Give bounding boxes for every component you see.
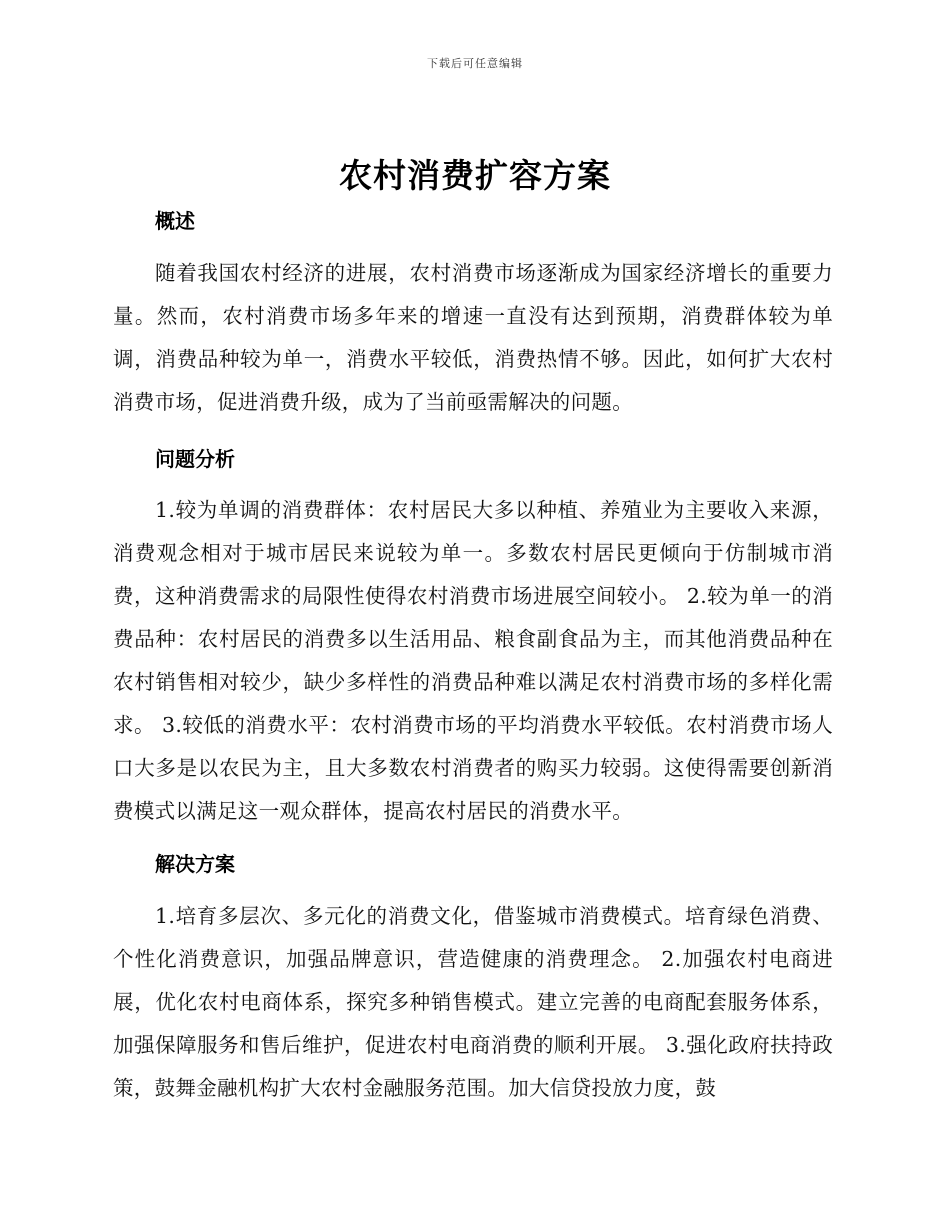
section-overview — [113, 205, 833, 234]
document-title: 农村消费扩容方案 — [339, 156, 611, 195]
section-heading: 问题分析 — [155, 447, 235, 471]
section-paragraph: 1.培育多层次、多元化的消费文化，借鉴城市消费模式。培育绿色消费、个性化消费意识，加强品牌意识，营造健康的消费理念。 2.加强农村电商进展，优化农村电商体系，探究多种销售模式。建立完善的电商配套服务体系，加强保障服务和售后维护，促进农村电商消费的顺利开展。 3.强化政府扶持政策，鼓舞金融机构扩大农村金融服务范围。加大信贷投放力度，鼓 — [113, 904, 833, 1100]
section-heading: 解决方案 — [155, 852, 235, 876]
section-analysis-body — [113, 489, 833, 833]
section-heading: 概述 — [155, 209, 195, 233]
section-solution — [113, 848, 833, 877]
section-analysis — [113, 443, 833, 472]
header-note: 下载后可任意编辑 — [427, 57, 523, 70]
section-paragraph: 随着我国农村经济的进展，农村消费市场逐渐成为国家经济增长的重要力量。然而，农村消费市场多年来的增速一直没有达到预期，消费群体较为单调，消费品种较为单一，消费水平较低，消费热情不够。因此，如何扩大农村消费市场，促进消费升级，成为了当前亟需解决的问题。 — [113, 261, 833, 414]
section-paragraph: 1.较为单调的消费群体：农村居民大多以种植、养殖业为主要收入来源，消费观念相对于城市居民来说较为单一。多数农村居民更倾向于仿制城市消费，这种消费需求的局限性使得农村消费市场进展空间较小。 2.较为单一的消费品种：农村居民的消费多以生活用品、粮食副食品为主，而其他消费品种在农村销售相对较少，缺少多样性的消费品种难以满足农村消费市场的多样化需求。 3.较低的消费水平：农村消费市场的平均消费水平较低。农村消费市场人口大多是以农民为主，且大多数农村消费者的购买力较弱。这使得需要创新消费模式以满足这一观众群体，提高农村居民的消费水平。 — [113, 498, 833, 823]
section-overview-body — [113, 252, 833, 424]
section-solution-body — [113, 895, 833, 1110]
